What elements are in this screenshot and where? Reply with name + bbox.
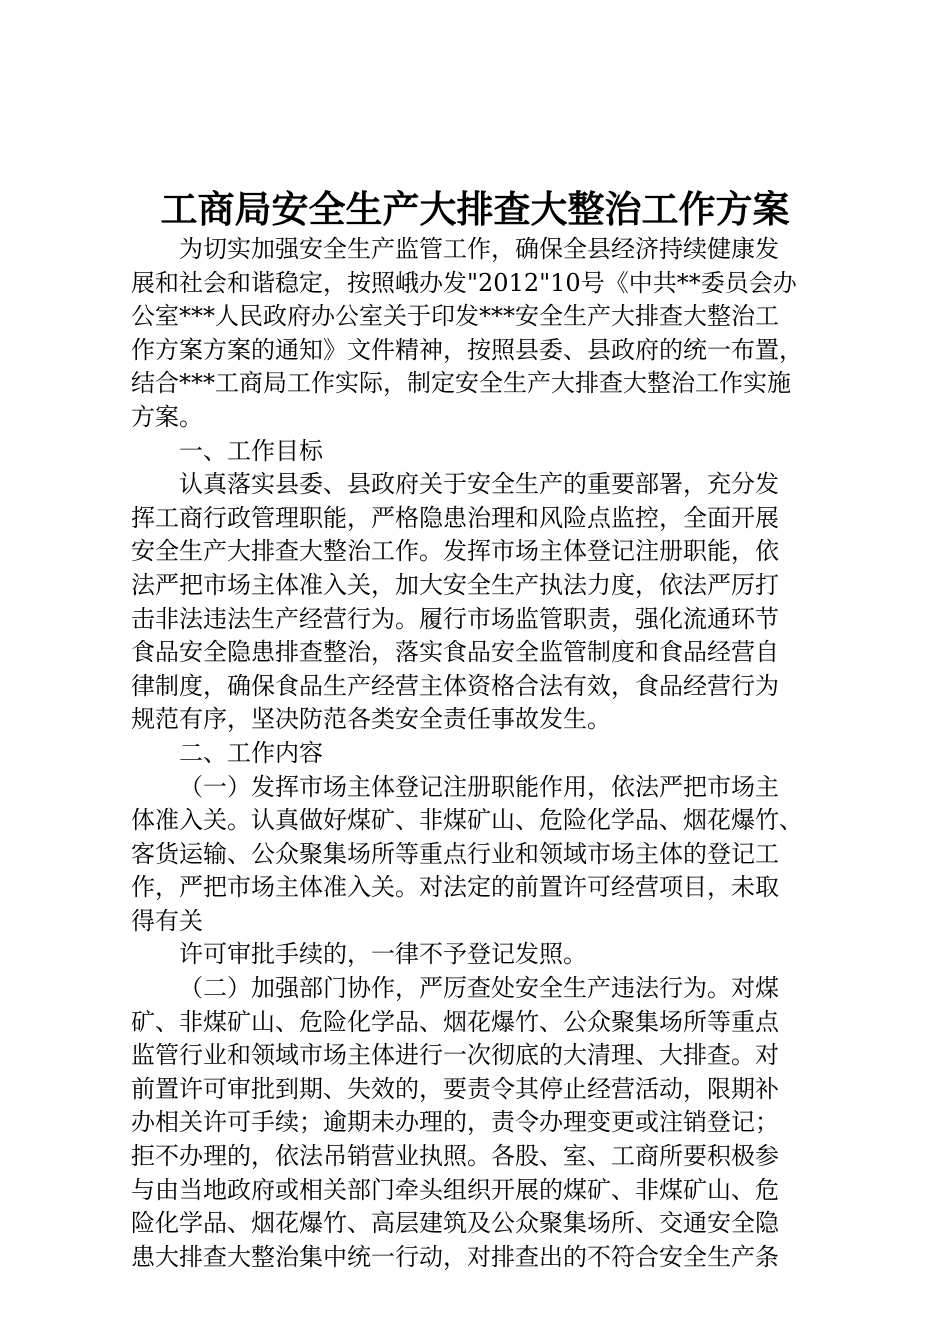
body-line: 法严把市场主体准入关，加大安全生产执法力度，依法严厉打 — [131, 570, 779, 599]
body-line: 得有关 — [131, 906, 203, 935]
body-line: 食品安全隐患排查整治，落实食品安全监管制度和食品经营自 — [131, 638, 779, 667]
body-line: 为切实加强安全生产监管工作，确保全县经济持续健康发 — [179, 235, 779, 263]
document-title: 工商局安全生产大排查大整治工作方案 — [160, 187, 790, 231]
body-line: 击非法违法生产经营行为。履行市场监管职责，强化流通环节 — [131, 604, 779, 633]
body-line: 安全生产大排查大整治工作。发挥市场主体登记注册职能，依 — [131, 537, 779, 566]
body-line: 与由当地政府或相关部门牵头组织开展的煤矿、非煤矿山、危 — [131, 1175, 779, 1204]
body-line: 险化学品、烟花爆竹、高层建筑及公众聚集场所、交通安全隐 — [131, 1209, 779, 1238]
body-line: 体准入关。认真做好煤矿、非煤矿山、危险化学品、烟花爆竹、 — [131, 806, 803, 835]
body-line: 拒不办理的，依法吊销营业执照。各股、室、工商所要积极参 — [131, 1142, 779, 1171]
body-line: 律制度，确保食品生产经营主体资格合法有效，食品经营行为 — [131, 671, 779, 700]
body-line: 客货运输、公众聚集场所等重点行业和领域市场主体的登记工 — [131, 839, 779, 868]
body-line: （一）发挥市场主体登记注册职能作用，依法严把市场主 — [179, 772, 779, 801]
body-line: 前置许可审批到期、失效的，要责令其停止经营活动，限期补 — [131, 1074, 779, 1103]
body-line: 展和社会和谐稳定，按照峨办发"2012"10号《中共**委员会办 — [131, 268, 797, 297]
body-line: 许可审批手续的，一律不予登记发照。 — [179, 940, 587, 969]
body-line: 监管行业和领域市场主体进行一次彻底的大清理、大排查。对 — [131, 1041, 779, 1070]
body-line: 二、工作内容 — [179, 738, 323, 767]
body-line: 挥工商行政管理职能，严格隐患治理和风险点监控，全面开展 — [131, 503, 779, 532]
body-line: 方案。 — [131, 402, 203, 431]
document-body — [131, 233, 831, 1274]
body-line: 患大排查大整治集中统一行动，对排查出的不符合安全生产条 — [131, 1242, 779, 1271]
body-line: 结合***工商局工作实际，制定安全生产大排查大整治工作实施 — [131, 369, 791, 398]
body-line: 作方案方案的通知》文件精神，按照县委、县政府的统一布置， — [131, 335, 803, 364]
body-line: 认真落实县委、县政府关于安全生产的重要部署，充分发 — [179, 470, 779, 499]
body-line: 公室***人民政府办公室关于印发***安全生产大排查大整治工 — [131, 302, 779, 331]
body-line: （二）加强部门协作，严厉查处安全生产违法行为。对煤 — [179, 974, 779, 1003]
body-line: 一、工作目标 — [179, 436, 323, 465]
body-line: 作，严把市场主体准入关。对法定的前置许可经营项目，未取 — [131, 873, 779, 902]
body-line: 矿、非煤矿山、危险化学品、烟花爆竹、公众聚集场所等重点 — [131, 1007, 779, 1036]
body-line: 规范有序，坚决防范各类安全责任事故发生。 — [131, 705, 611, 734]
body-line: 办相关许可手续；逾期未办理的，责令办理变更或注销登记； — [131, 1108, 779, 1137]
